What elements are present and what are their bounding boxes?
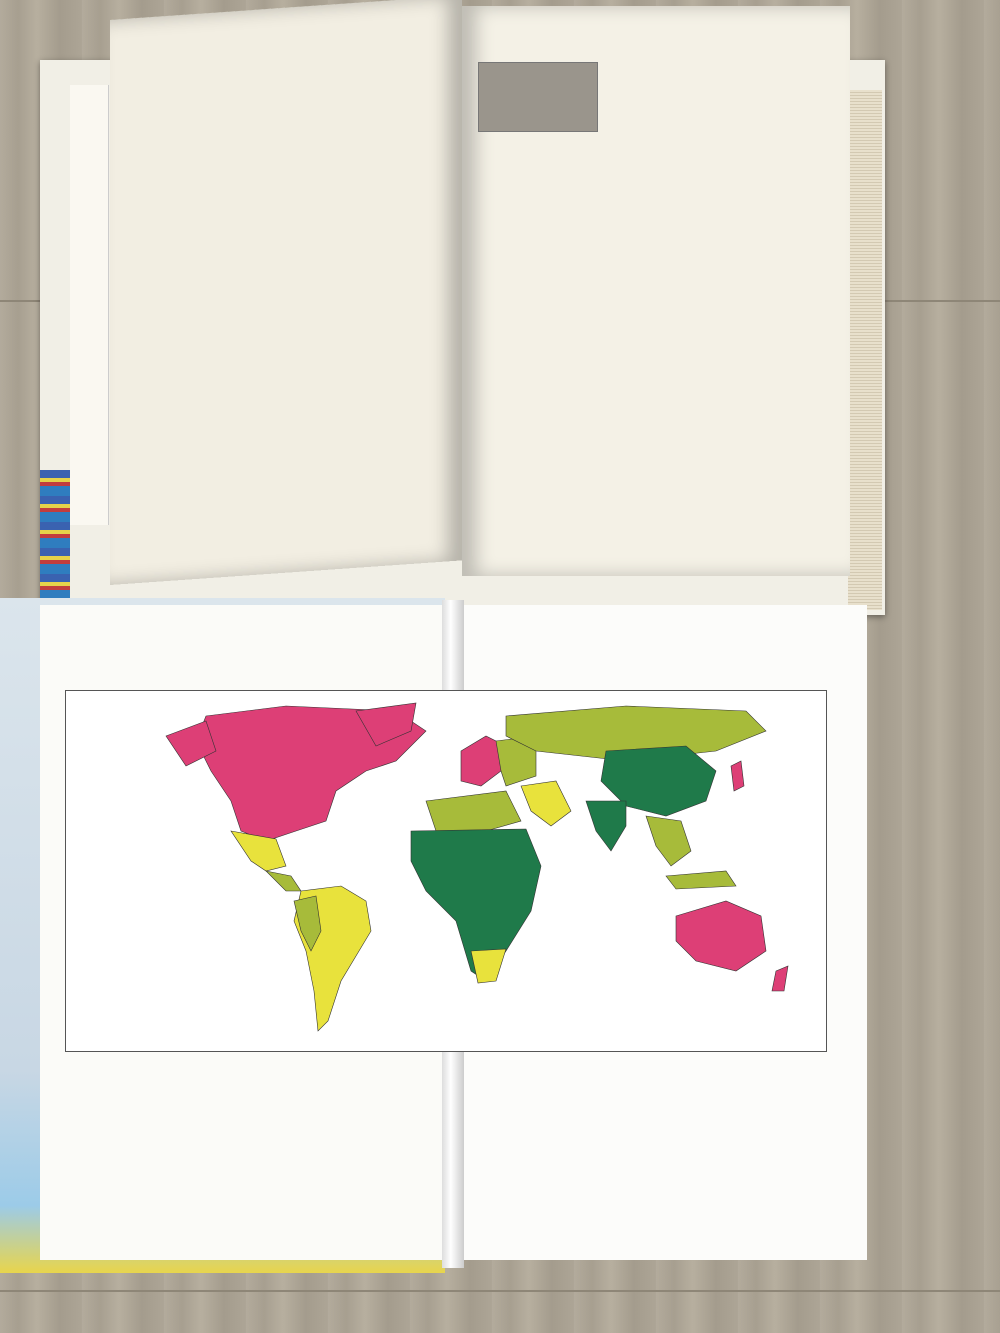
south-africa-region: [471, 949, 506, 983]
bar-chart: [415, 1105, 615, 1195]
formula-box: [478, 62, 598, 132]
north-africa-region: [426, 791, 521, 831]
text-column: [294, 34, 454, 495]
pie-chart: [625, 1110, 825, 1210]
page-edges: [848, 90, 882, 610]
left-page: [110, 0, 462, 585]
floor-seam: [0, 1290, 1000, 1292]
middle-east-region: [521, 781, 571, 826]
world-map: [65, 690, 827, 1052]
australia-region: [676, 901, 766, 971]
new-zealand-region: [772, 966, 788, 991]
southeast-asia-region: [646, 816, 691, 866]
india-region: [586, 801, 626, 851]
text-column: [472, 134, 642, 544]
text-column: [652, 430, 827, 510]
text-column: [118, 60, 286, 502]
japan-region: [731, 761, 744, 791]
world-map-svg: [66, 691, 826, 1051]
text-column: [652, 86, 827, 406]
central-america-region: [266, 871, 301, 891]
side-chart-strip: [70, 85, 109, 525]
indonesia-region: [666, 871, 736, 889]
book-cover-edge: [40, 470, 70, 600]
